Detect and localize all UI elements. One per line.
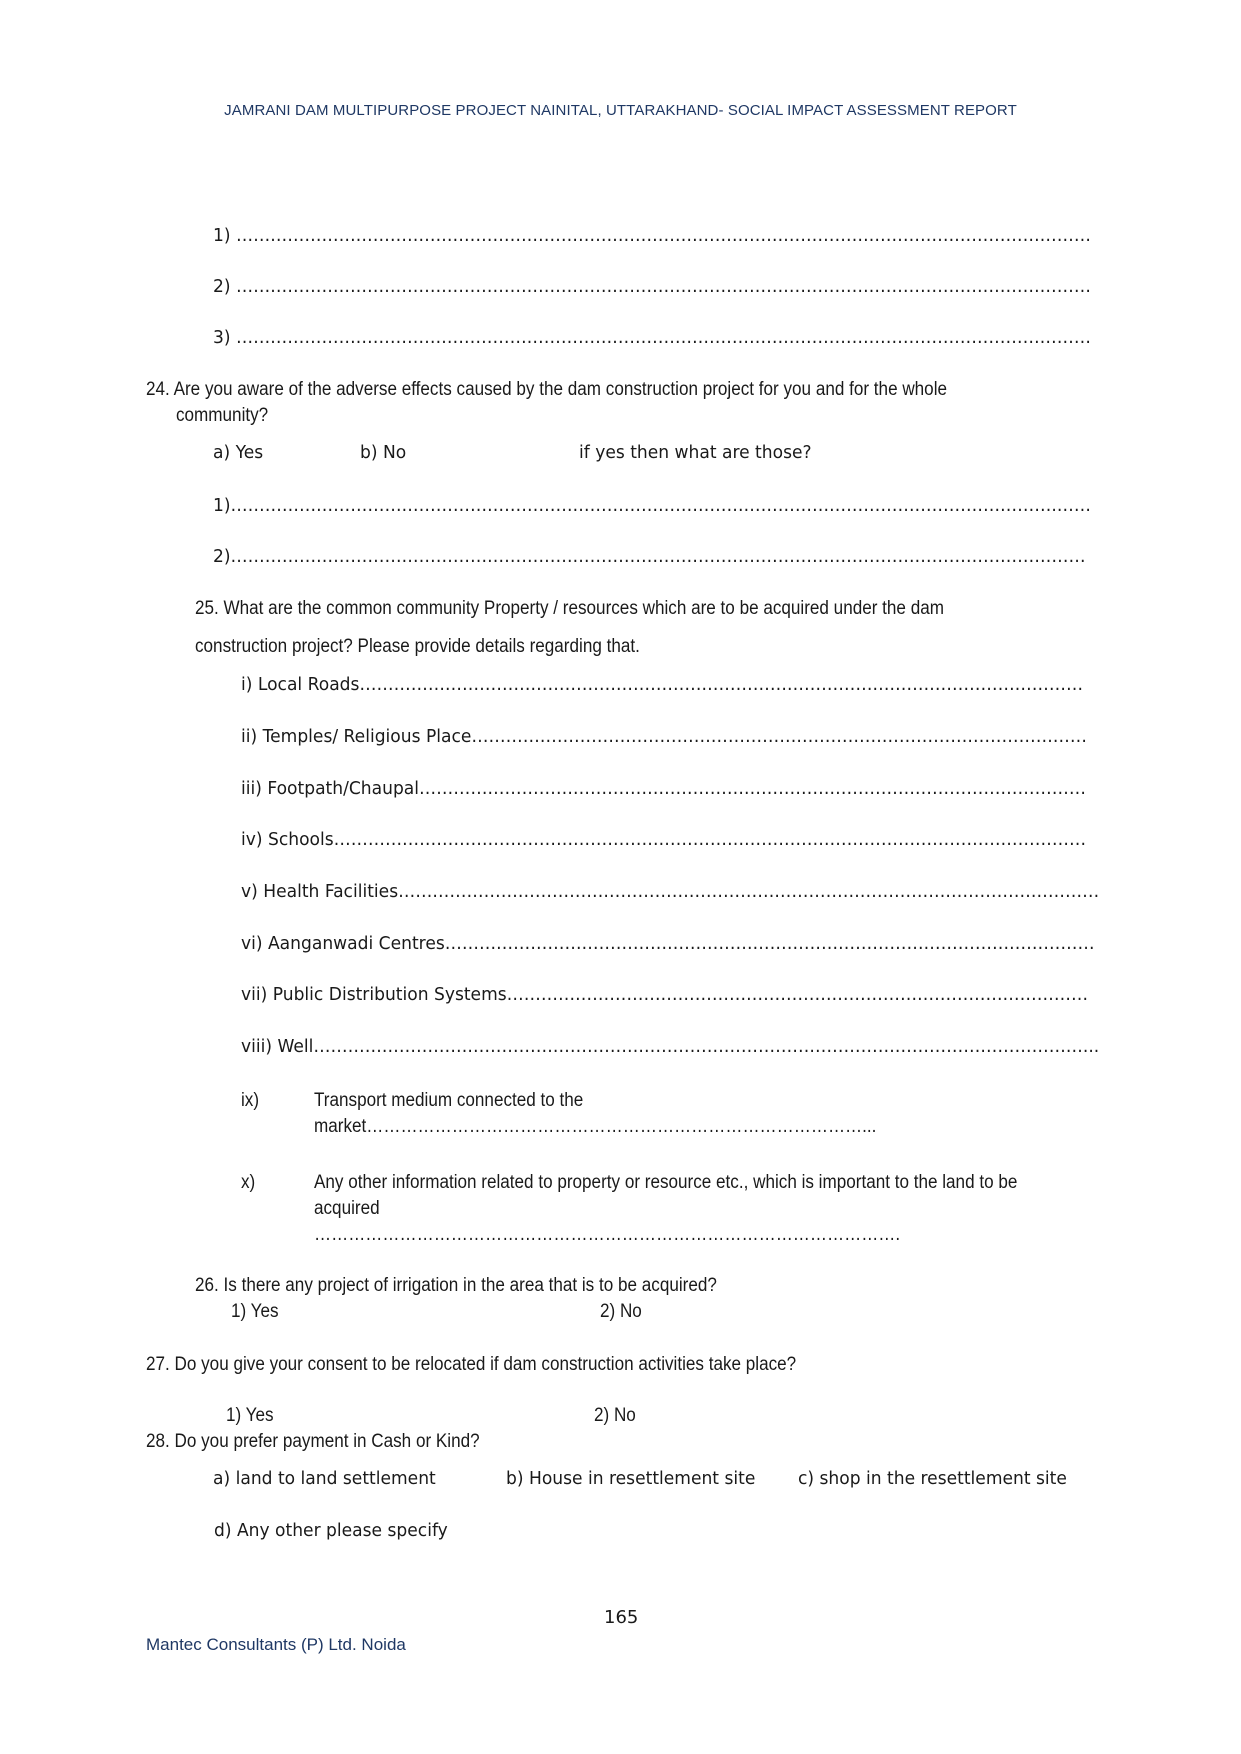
q25-item-temples[interactable]: ii) Temples/ Religious Place……………………………………………………………………………………………… bbox=[241, 726, 1088, 747]
blank-line-2[interactable]: 2) …………………………………………………………………………………………………………………………………… bbox=[213, 276, 1091, 297]
q24-option-yes[interactable]: a) Yes bbox=[213, 442, 264, 463]
q25-item-ix-number: ix) bbox=[241, 1090, 260, 1111]
q27-option-no[interactable]: 2) No bbox=[594, 1405, 636, 1426]
q25-item-health[interactable]: v) Health Facilities…………………………………………………………………………………………………………… bbox=[241, 881, 1100, 902]
question-24-line2: community? bbox=[176, 405, 269, 426]
q25-item-aanganwadi[interactable]: vi) Aanganwadi Centres…………………………………………………………………………………………………… bbox=[241, 933, 1095, 954]
question-25-line2: construction project? Please provide details regarding that. bbox=[195, 636, 640, 657]
q25-item-x-text-2: acquired bbox=[314, 1198, 380, 1219]
q25-item-ix-blank[interactable]: market……………………………………………………………………………... bbox=[314, 1116, 877, 1137]
q24-blank-1[interactable]: 1)……………………………………………………………………………………………………………………………….…… bbox=[213, 495, 1091, 516]
q25-item-x-number: x) bbox=[241, 1172, 256, 1193]
question-24-line1: 24. Are you aware of the adverse effects caused by the dam construction project for you and for the whole bbox=[146, 379, 948, 400]
q26-option-yes[interactable]: 1) Yes bbox=[231, 1301, 279, 1322]
blank-line-3[interactable]: 3) …………………………………………………………………………………………………………………………………… bbox=[213, 327, 1091, 348]
q24-blank-2[interactable]: 2)…………………………………………………………………………………………………………………………………… bbox=[213, 546, 1086, 567]
q25-item-x-blank[interactable]: …………………………………………………………………………………………. bbox=[314, 1224, 901, 1245]
q28-option-land[interactable]: a) land to land settlement bbox=[213, 1468, 436, 1489]
q27-option-yes[interactable]: 1) Yes bbox=[226, 1405, 274, 1426]
q25-item-ix-text: Transport medium connected to the bbox=[314, 1090, 584, 1111]
q28-option-other[interactable]: d) Any other please specify bbox=[214, 1520, 448, 1541]
q25-item-x-text: Any other information related to property or resource etc., which is important to the land to be bbox=[314, 1172, 1018, 1193]
q28-option-shop[interactable]: c) shop in the resettlement site bbox=[798, 1468, 1067, 1489]
question-25-line1: 25. What are the common community Property / resources which are to be acquired under the dam bbox=[195, 598, 944, 619]
q24-followup-label: if yes then what are those? bbox=[579, 442, 812, 463]
footer-company: Mantec Consultants (P) Ltd. Noida bbox=[146, 1635, 406, 1654]
question-28: 28. Do you prefer payment in Cash or Kind? bbox=[146, 1431, 480, 1452]
q25-item-local-roads[interactable]: i) Local Roads………………………………………………………………………………….…………………………… bbox=[241, 674, 1084, 695]
question-26: 26. Is there any project of irrigation in the area that is to be acquired? bbox=[195, 1275, 717, 1296]
q26-option-no[interactable]: 2) No bbox=[600, 1301, 642, 1322]
q24-option-no[interactable]: b) No bbox=[360, 442, 407, 463]
q25-item-well[interactable]: viii) Well………………………………………………………………………………………………………………………... bbox=[241, 1036, 1100, 1057]
q28-option-house[interactable]: b) House in resettlement site bbox=[506, 1468, 756, 1489]
q25-item-pds[interactable]: vii) Public Distribution Systems………………………………………………………………………………………… bbox=[241, 984, 1089, 1005]
q25-item-schools[interactable]: iv) Schools…………………………………………………………………………………………………………………… bbox=[241, 829, 1087, 850]
question-27: 27. Do you give your consent to be relocated if dam construction activities take place? bbox=[146, 1354, 797, 1375]
blank-line-1[interactable]: 1) …………………………………………………………………………………………………………………………………… bbox=[213, 225, 1091, 246]
q25-item-footpath[interactable]: iii) Footpath/Chaupal……………………………………………………………………………………………………… bbox=[241, 778, 1086, 799]
page-number: 165 bbox=[604, 1607, 639, 1628]
report-header: JAMRANI DAM MULTIPURPOSE PROJECT NAINITAL, UTTARAKHAND- SOCIAL IMPACT ASSESSMENT REPORT bbox=[224, 102, 1017, 119]
